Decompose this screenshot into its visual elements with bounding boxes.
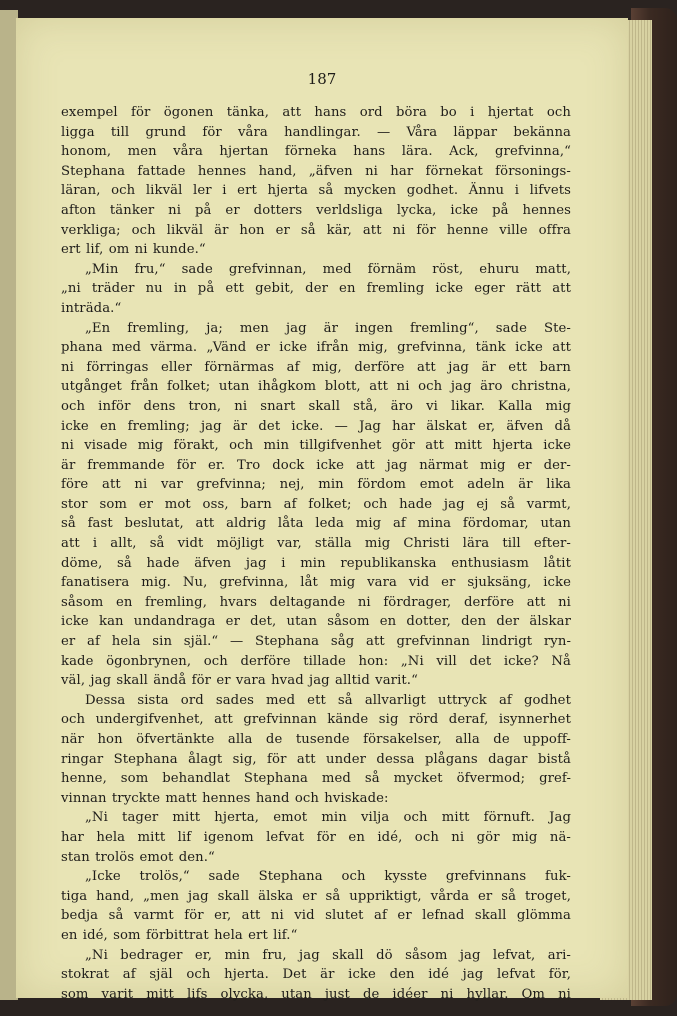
text-line: ni förringas eller förnärmas af mig, derföre att jag är ett barn: [61, 359, 571, 375]
text-line: phana med värma. „Vänd er icke ifrån mig, grefvinna, tänk icke att: [61, 340, 571, 356]
text-line: „Icke trolös,“ sade Stephana och kysste grefvinnans fuk-: [85, 869, 571, 885]
text-line: afton tänker ni på er dotters verldsliga lycka, icke på hennes: [61, 202, 571, 218]
text-line: ringar Stephana ålagt sig, för att under dessa plågans dagar bistå: [61, 751, 571, 767]
text-line: har hela mitt lif igenom lefvat för en idé, och ni gör mig nä-: [61, 829, 571, 845]
text-line: före att ni var grefvinna; nej, min fördom emot adeln är lika: [61, 477, 571, 493]
text-line: stokrat af själ och hjerta. Det är icke den idé jag lefvat för,: [61, 967, 571, 983]
text-line: en idé, som förbittrat hela ert lif.“: [61, 927, 298, 943]
text-line: Dessa sista ord sades med ett så allvarligt uttryck af godhet: [85, 692, 571, 708]
text-line: henne, som behandlat Stephana med så mycket öfvermod; gref-: [61, 771, 571, 787]
page-number: 187: [307, 70, 337, 88]
text-line: och inför dens tron, ni snart skall stå, äro vi likar. Kalla mig: [61, 398, 571, 414]
text-line: vinnan tryckte matt hennes hand och hviskade:: [61, 790, 389, 806]
body-text: [61, 103, 571, 1004]
text-line: kade ögonbrynen, och derföre tillade hon: „Ni vill det icke? Nå: [61, 653, 571, 669]
book-page: [16, 18, 628, 1002]
text-line: icke kan undandraga er det, utan såsom en dotter, den der älskar: [61, 614, 571, 630]
text-line: som varit mitt lifs olycka, utan just de idéer ni hyllar. Om ni: [61, 986, 571, 1002]
text-line: ert lif, om ni kunde.“: [61, 242, 206, 258]
text-line: stan trolös emot den.“: [61, 849, 215, 865]
text-line: utgånget från folket; utan ihågkom blott, att ni och jag äro christna,: [61, 379, 571, 395]
text-line: tiga hand, „men jag skall älska er så uppriktigt, vårda er så troget,: [61, 888, 571, 904]
text-line: „Min fru,“ sade grefvinnan, med förnäm röst, ehuru matt,: [85, 261, 571, 277]
text-line: så fast beslutat, att aldrig låta leda mig af mina fördomar, utan: [61, 516, 571, 532]
text-line: väl, jag skall ändå för er vara hvad jag alltid varit.“: [61, 673, 418, 689]
text-line: icke en fremling; jag är det icke. — Jag har älskat er, äfven då: [61, 418, 571, 434]
text-line: verkliga; och likväl är hon er så kär, att ni för henne ville offra: [61, 222, 571, 238]
text-line: stor som er mot oss, barn af folket; och hade jag ej så varmt,: [61, 496, 571, 512]
text-line: läran, och likväl ler i ert hjerta så mycken godhet. Ännu i lifvets: [61, 183, 571, 199]
text-line: „Ni bedrager er, min fru, jag skall dö såsom jag lefvat, ari-: [85, 947, 571, 963]
text-line: „ni träder nu in på ett gebit, der en fremling icke eger rätt att: [61, 281, 571, 297]
text-line: exempel för ögonen tänka, att hans ord böra bo i hjertat och: [61, 105, 571, 120]
text-line: när hon öfvertänkte alla de tusende försakelser, alla de uppoff-: [61, 732, 571, 747]
text-line: och undergifvenhet, att grefvinnan kände sig rörd deraf, isynnerhet: [61, 712, 571, 728]
text-line: ligga till grund för våra handlingar. — Våra läppar bekänna: [61, 124, 571, 140]
text-line: döme, så hade äfven jag i min republikanska enthusiasm låtit: [61, 555, 571, 571]
text-line: är fremmande för er. Tro dock icke att jag närmat mig er der-: [61, 457, 571, 473]
text-line: honom, men våra hjertan förneka hans lära. Ack, grefvinna,“: [61, 144, 571, 160]
text-line: Stephana fattade hennes hand, „äfven ni har förnekat försonings-: [61, 163, 571, 179]
text-line: att i allt, så vidt möjligt var, ställa mig Christi lära till efter-: [61, 536, 571, 552]
text-line: er af hela sin själ.“ — Stephana såg att grefvinnan lindrigt ryn-: [61, 634, 571, 650]
text-line: såsom en fremling, hvars deltagande ni fördrager, derföre att ni: [61, 594, 571, 610]
text-line: bedja så varmt för er, att ni vid slutet af er lefnad skall glömma: [61, 908, 571, 924]
text-line: „Ni tager mitt hjerta, emot min vilja och mitt förnuft. Jag: [85, 810, 571, 826]
text-line: inträda.“: [61, 300, 122, 316]
text-line: „En fremling, ja; men jag är ingen fremling“, sade Ste-: [85, 320, 571, 336]
text-line: ni visade mig förakt, och min tillgifvenhet gör att mitt hjerta icke: [61, 438, 571, 454]
text-line: fanatisera mig. Nu, grefvinna, låt mig vara vid er sjuksäng, icke: [61, 575, 571, 591]
